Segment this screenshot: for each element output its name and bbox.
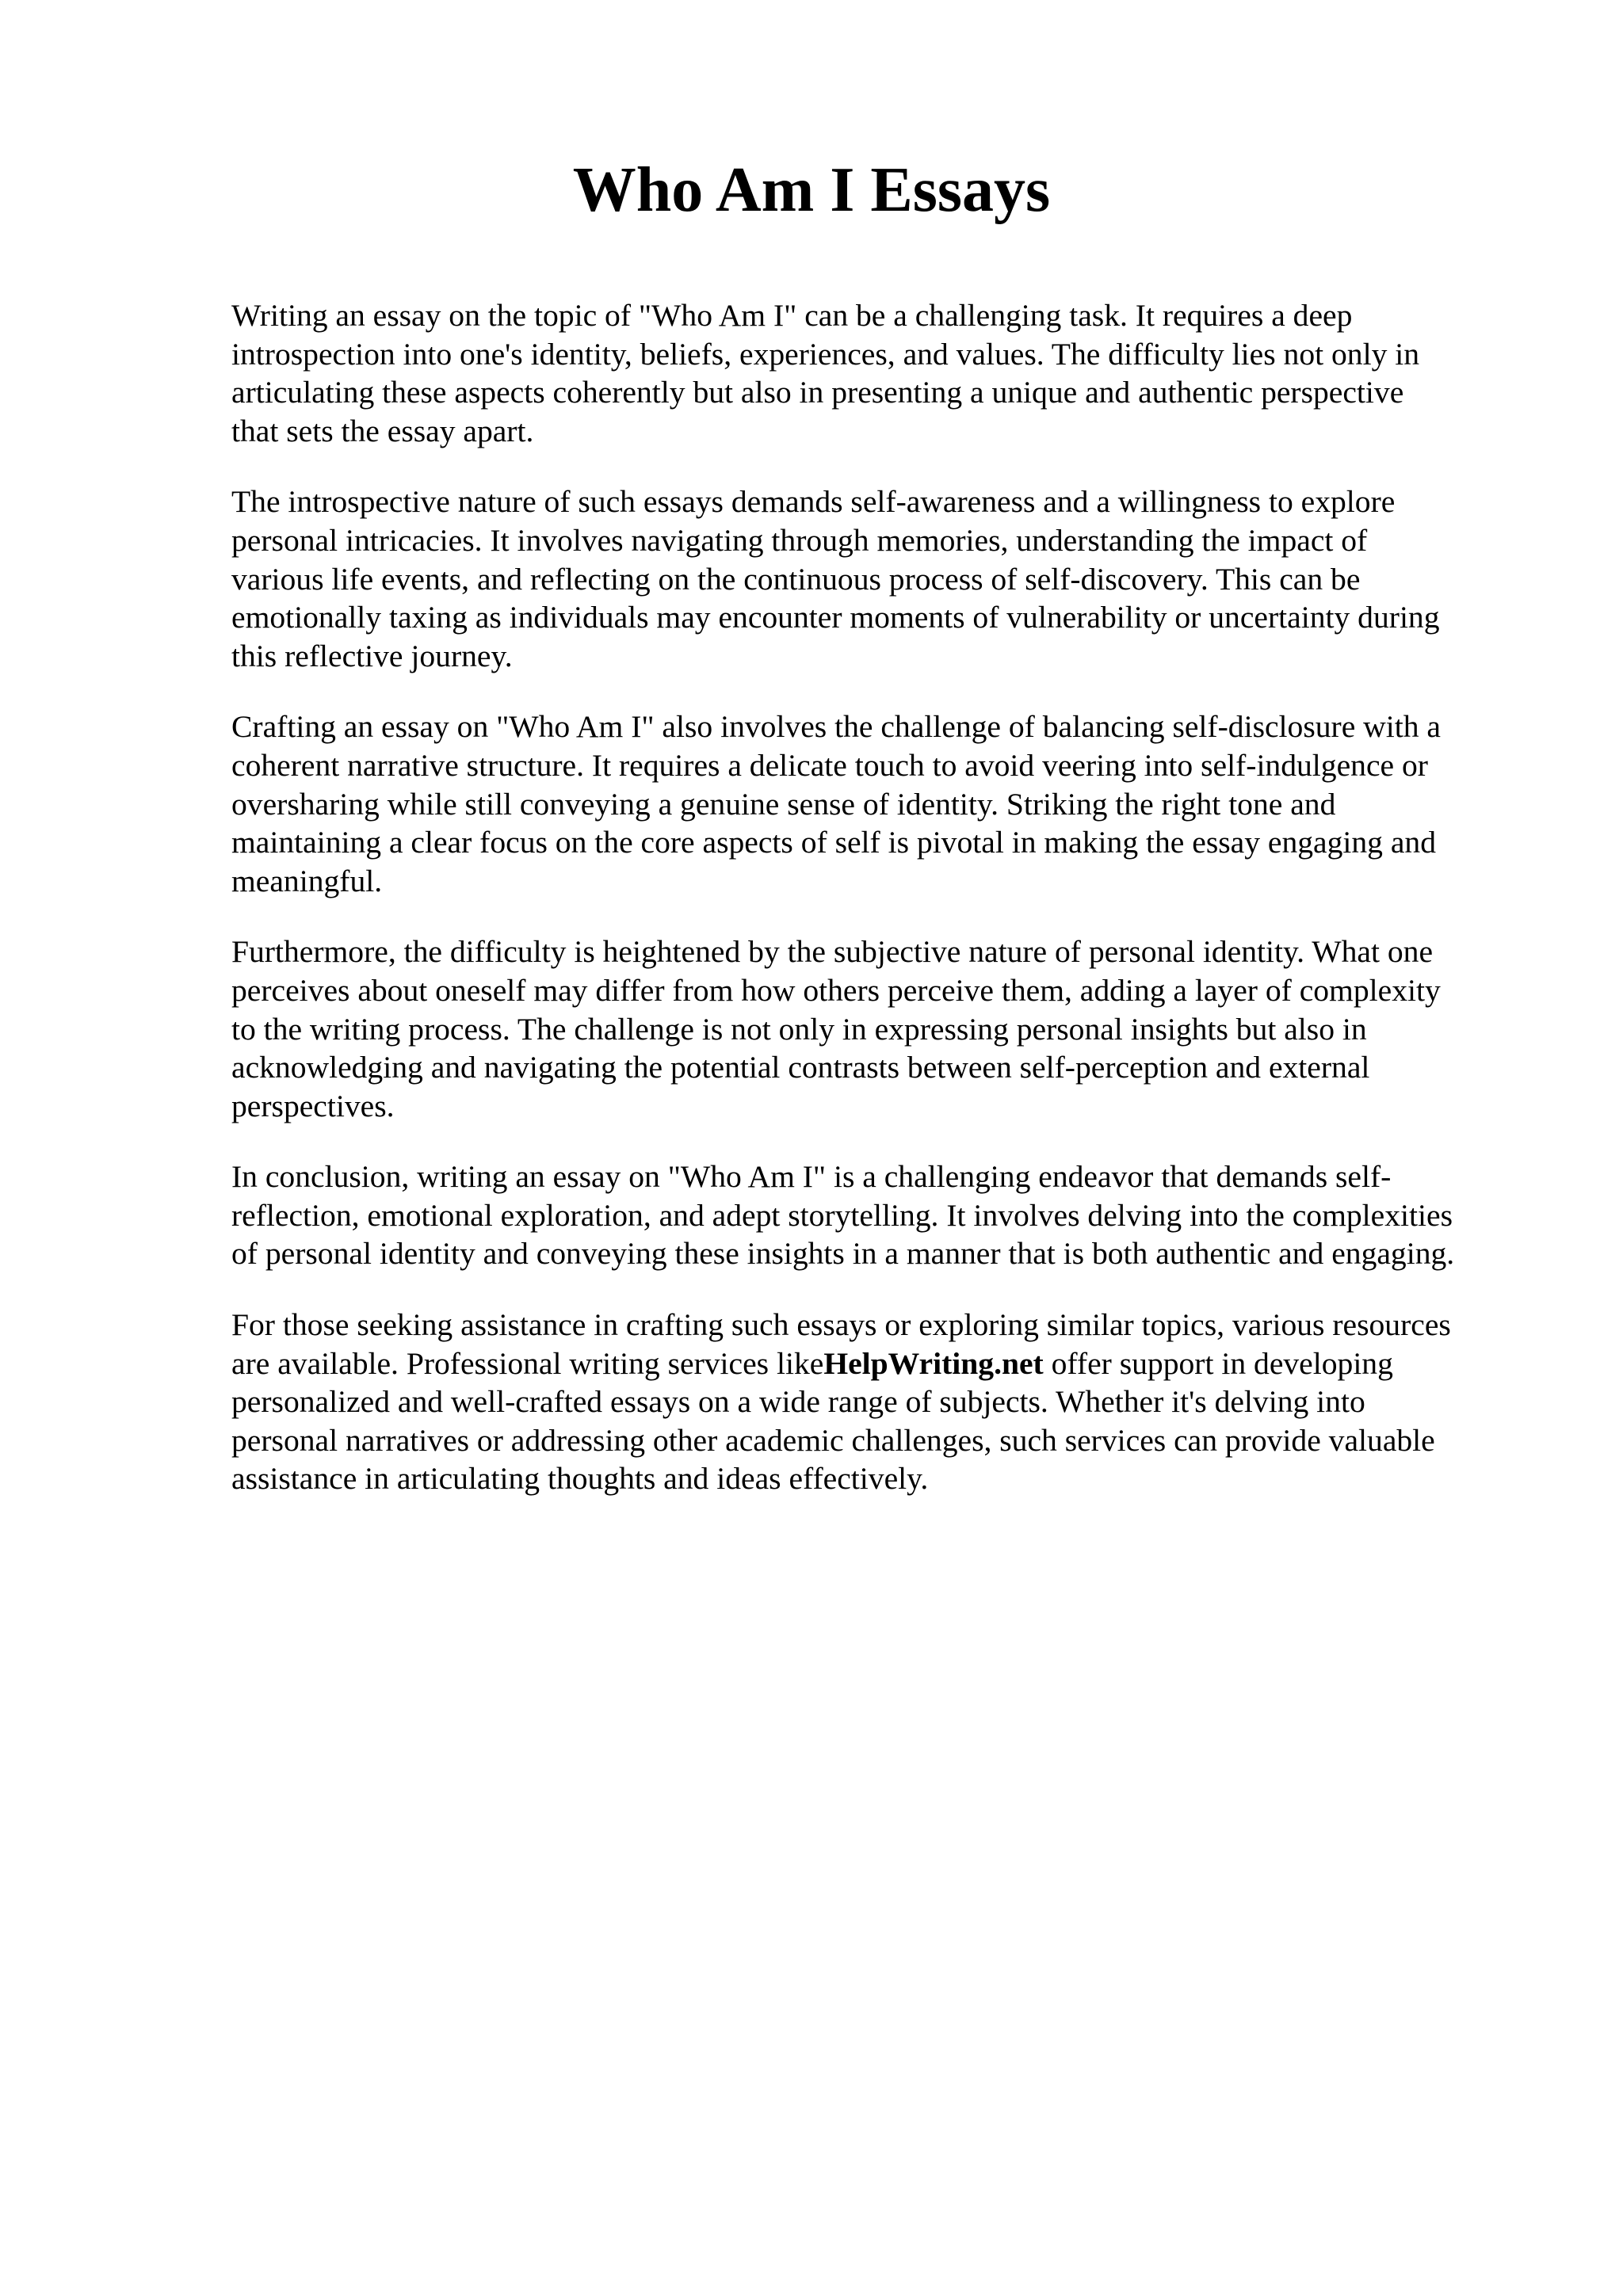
text-line: reflection, emotional exploration, and adept storytelling. It involves delving into the complexities bbox=[231, 1197, 1453, 1233]
text-line: emotionally taxing as individuals may encounter moments of vulnerability or uncertainty during bbox=[231, 600, 1440, 635]
paragraph-closing bbox=[231, 1306, 1531, 1498]
paragraph-3 bbox=[231, 707, 1531, 900]
paragraph-1 bbox=[231, 296, 1531, 450]
text-line: various life events, and reflecting on the continuous process of self-discovery. This can be bbox=[231, 561, 1361, 597]
text-line: personal intricacies. It involves navigating through memories, understanding the impact of bbox=[231, 522, 1368, 558]
text-line: In conclusion, writing an essay on "Who Am I" is a challenging endeavor that demands self- bbox=[231, 1159, 1392, 1195]
text-line: personal narratives or addressing other academic challenges, such services can provide valuable bbox=[231, 1422, 1435, 1458]
text-line: acknowledging and navigating the potential contrasts between self-perception and external bbox=[231, 1050, 1370, 1085]
paragraph-2 bbox=[231, 482, 1531, 675]
text-line: to the writing process. The challenge is not only in expressing personal insights but also in bbox=[231, 1011, 1367, 1047]
text-line: meaningful. bbox=[231, 863, 383, 898]
text-line: this reflective journey. bbox=[231, 638, 513, 673]
helpwriting-link[interactable]: HelpWriting.net bbox=[823, 1345, 1044, 1381]
text-line: coherent narrative structure. It requires a delicate touch to avoid veering into self-indulgence or bbox=[231, 747, 1428, 783]
text-line: Writing an essay on the topic of "Who Am I" can be a challenging task. It requires a deep bbox=[231, 298, 1353, 333]
text-segment: are available. Professional writing services like bbox=[231, 1345, 824, 1381]
text-segment: offer support in developing bbox=[1043, 1345, 1393, 1381]
text-line: Crafting an essay on "Who Am I" also involves the challenge of balancing self-disclosure with a bbox=[231, 709, 1441, 745]
text-line: that sets the essay apart. bbox=[231, 413, 534, 448]
text-line-with-link bbox=[231, 1344, 1531, 1383]
text-line: personalized and well-crafted essays on a wide range of subjects. Whether it's delving into bbox=[231, 1384, 1365, 1420]
text-line: introspection into one's identity, beliefs, experiences, and values. The difficulty lies not only in bbox=[231, 336, 1420, 372]
text-line: of personal identity and conveying these insights in a manner that is both authentic and engaging. bbox=[231, 1236, 1455, 1272]
paragraph-4 bbox=[231, 933, 1531, 1125]
paragraph-5 bbox=[231, 1158, 1531, 1273]
document-title: Who Am I Essays bbox=[572, 155, 1051, 225]
text-line: For those seeking assistance in crafting such essays or exploring similar topics, various resources bbox=[231, 1307, 1451, 1343]
text-line: Furthermore, the difficulty is heightened by the subjective nature of personal identity. What one bbox=[231, 934, 1434, 970]
text-line: The introspective nature of such essays demands self-awareness and a willingness to explore bbox=[231, 484, 1396, 520]
text-line: perspectives. bbox=[231, 1088, 395, 1123]
text-line: articulating these aspects coherently but also in presenting a unique and authentic perspective bbox=[231, 375, 1404, 410]
text-line: assistance in articulating thoughts and ideas effectively. bbox=[231, 1461, 929, 1497]
text-line: perceives about oneself may differ from how others perceive them, adding a layer of complexity bbox=[231, 972, 1441, 1008]
document-body bbox=[231, 296, 1531, 1531]
text-line: oversharing while still conveying a genuine sense of identity. Striking the right tone and bbox=[231, 786, 1336, 822]
text-line: maintaining a clear focus on the core aspects of self is pivotal in making the essay engaging and bbox=[231, 825, 1436, 860]
